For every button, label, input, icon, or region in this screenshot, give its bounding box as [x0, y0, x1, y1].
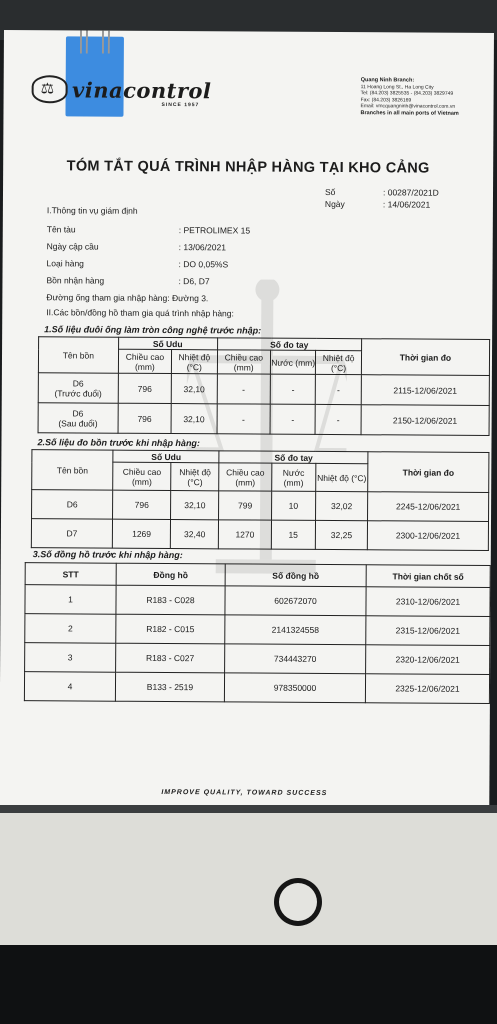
cell: 2320-12/06/2021 [366, 645, 490, 675]
tablet-bezel [0, 805, 497, 953]
table-row [38, 373, 489, 406]
doc-number-label: Số [324, 186, 336, 198]
th-so-do-tay: Số đo tay [219, 451, 368, 464]
cell: 2115-12/06/2021 [361, 375, 489, 406]
table-row [32, 490, 489, 522]
th-chieu-cao-tay: Chiều cao (mm) [219, 463, 271, 491]
logo-since: SINCE 1957 [161, 101, 200, 109]
cell: 3 [25, 643, 116, 673]
cell: 1270 [219, 520, 271, 549]
cell: 32,10 [171, 404, 217, 434]
logo-text: vinacontrol [72, 76, 212, 103]
th-so-dong-ho: Số đồng hồ [225, 564, 366, 587]
th-nhiet-do-tay: Nhiệt độ (°C) [316, 463, 368, 491]
cell: 32,40 [170, 520, 218, 549]
document-page [0, 30, 494, 811]
th-nuoc: Nước (mm) [270, 350, 316, 374]
cell: - [217, 374, 271, 404]
cell: 32,02 [315, 491, 367, 520]
table2-subtitle: 2.Số liệu đo bồn trước khi nhập hàng: [37, 437, 200, 449]
table-row [25, 643, 490, 675]
pipeline-text: Đường ống tham gia nhập hàng: Đường 3. [46, 292, 209, 304]
cell: 2 [25, 614, 116, 644]
cell: R183 - C028 [116, 585, 225, 615]
info-label: Loại hàng [46, 258, 84, 269]
th-thoi-gian-chot: Thời gian chốt số [366, 565, 490, 588]
info-value: : 13/06/2021 [178, 242, 226, 253]
branch-line: Branches in all main ports of Vietnam [360, 109, 459, 117]
th-nhiet-do: Nhiệt độ (°C) [171, 463, 219, 491]
th-so-udu: Số Udu [113, 450, 219, 463]
table-row [38, 403, 489, 436]
table2 [31, 449, 490, 551]
footer-slogan: IMPROVE QUALITY, TOWARD SUCCESS [161, 788, 328, 797]
th-so-udu: Số Udu [118, 337, 217, 350]
cell: B133 - 2519 [115, 672, 224, 702]
th-chieu-cao: Chiều cao (mm) [118, 349, 172, 373]
info-value: : DO 0,05%S [178, 259, 229, 270]
cell: 10 [271, 491, 316, 520]
cell: D6 [32, 490, 113, 519]
cell: 2325-12/06/2021 [365, 674, 489, 704]
branch-line: Tel: (84.203) 3825535 - (84.203) 3829749 [360, 90, 454, 97]
table-row [31, 519, 488, 551]
cell: R182 - C015 [116, 614, 225, 644]
desk-surface [0, 945, 497, 1024]
info-value: : PETROLIMEX 15 [178, 225, 251, 236]
home-button[interactable] [274, 878, 322, 926]
cell: R183 - C027 [116, 643, 225, 673]
table3 [24, 562, 491, 704]
cell: - [315, 404, 361, 434]
branch-line: Fax: (84.203) 3826169 [360, 96, 412, 103]
cell: 4 [24, 672, 115, 702]
th-thoi-gian: Thời gian đo [368, 452, 489, 493]
info-label: Ngày cập cầu [46, 241, 99, 252]
cell: 796 [118, 403, 172, 433]
clip-wire-right [102, 30, 110, 54]
cell: - [316, 374, 362, 404]
section1-heading: I.Thông tin vụ giám định [46, 205, 138, 216]
cell: 2141324558 [225, 615, 366, 645]
vinacontrol-logo [32, 75, 212, 109]
cell: 15 [271, 520, 316, 549]
cell: - [270, 374, 316, 404]
clip-wire-left [80, 30, 88, 54]
document-title: TÓM TẮT QUÁ TRÌNH NHẬP HÀNG TẠI KHO CẢNG [66, 158, 430, 177]
cell: - [270, 404, 316, 434]
cell: 2150-12/06/2021 [361, 405, 489, 436]
info-value: : D6, D7 [178, 276, 210, 287]
th-chieu-cao-tay: Chiều cao (mm) [217, 350, 271, 374]
section2-heading: II.Các bồn/đồng hồ tham gia quá trình nhập hàng: [46, 307, 234, 319]
table1 [38, 336, 491, 436]
doc-date-value: : 14/06/2021 [382, 199, 431, 210]
table3-subtitle: 3.Số đồng hồ trước khi nhập hàng: [32, 549, 183, 561]
cell: 2245-12/06/2021 [368, 492, 489, 522]
cell: 978350000 [224, 673, 365, 703]
cell: 799 [219, 491, 271, 520]
cell: 2315-12/06/2021 [366, 616, 490, 646]
cell-ten-bon: D6 (Trước đuổi) [38, 373, 118, 403]
cell: 2310-12/06/2021 [366, 587, 490, 617]
th-nuoc: Nước (mm) [271, 463, 316, 491]
cell: 32,25 [315, 520, 367, 549]
table1-subtitle: 1.Số liệu đuôi ống làm tròn công nghệ trước nhập: [44, 324, 262, 336]
th-ten-bon: Tên bồn [38, 337, 118, 373]
branch-line: Email: vmcquangninh@vinacontrol.com.vn [360, 103, 456, 110]
branch-line: 11 Hoang Long St., Ha Long City [360, 83, 434, 91]
cell: 796 [118, 373, 172, 403]
info-label: Tên tàu [46, 224, 76, 235]
table-row [25, 585, 490, 617]
doc-number-value: : 00287/2021D [382, 187, 439, 198]
cell: D7 [31, 519, 112, 548]
branch-info [360, 77, 490, 117]
th-nhiet-do-tay: Nhiệt độ (°C) [316, 350, 362, 374]
cell: 32,10 [171, 491, 219, 520]
th-nhiet-do: Nhiệt độ (°C) [172, 350, 218, 374]
cell: 602672070 [225, 586, 366, 616]
th-chieu-cao: Chiều cao (mm) [113, 462, 171, 490]
th-stt: STT [25, 563, 116, 586]
th-ten-bon: Tên bồn [32, 450, 113, 490]
doc-date-label: Ngày [324, 198, 345, 210]
cell: 2300-12/06/2021 [367, 521, 488, 551]
branch-line: Quang Ninh Branch: [360, 77, 415, 84]
logo-scale-icon [32, 75, 68, 103]
table-row [24, 672, 489, 704]
cell: - [217, 404, 271, 434]
cell: 796 [113, 490, 171, 519]
cell: 734443270 [225, 644, 366, 674]
th-so-do-tay: Số đo tay [217, 338, 361, 351]
table-row [25, 614, 490, 646]
th-dong-ho: Đồng hồ [116, 563, 225, 586]
cell: 32,10 [171, 374, 217, 404]
cell: 1269 [112, 519, 170, 548]
cell-ten-bon: D6 (Sau đuổi) [38, 403, 118, 433]
info-label: Bồn nhận hàng [46, 275, 105, 286]
cell: 1 [25, 585, 116, 615]
th-thoi-gian: Thời gian đo [361, 339, 489, 376]
